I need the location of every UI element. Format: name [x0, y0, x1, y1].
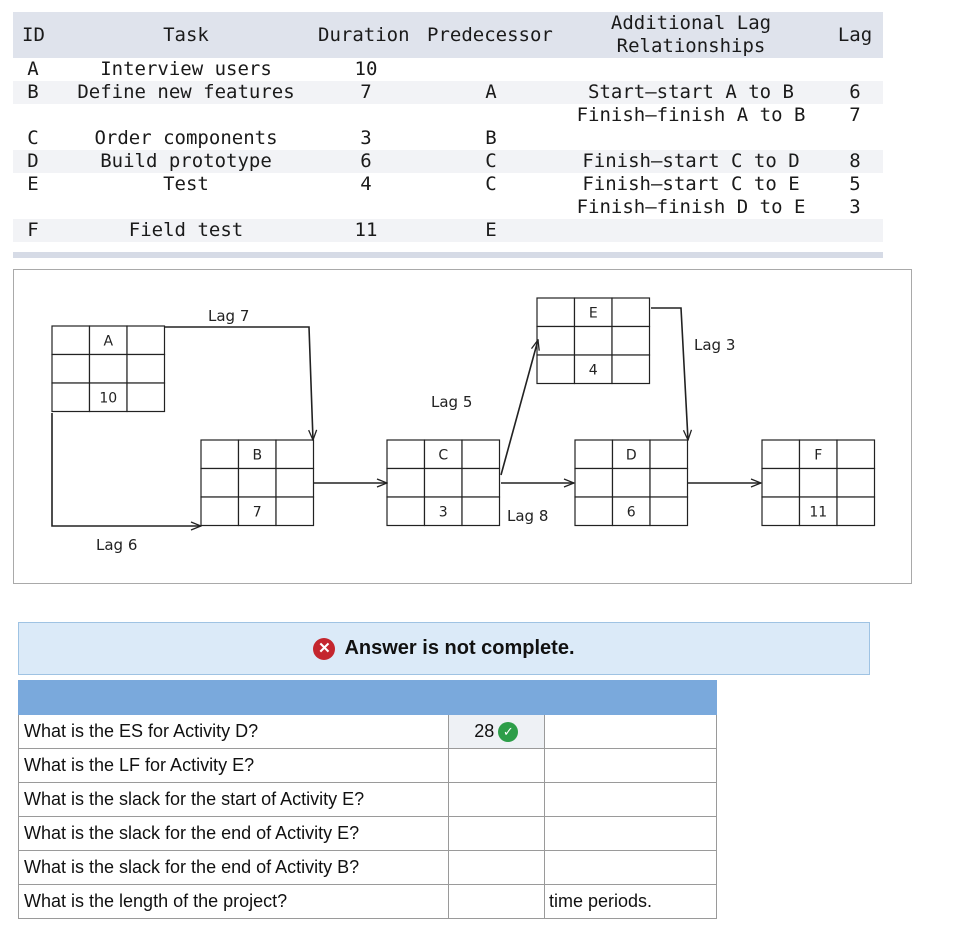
node-cell [612, 355, 650, 384]
answer-input[interactable] [448, 783, 544, 817]
node-cell [201, 497, 239, 526]
node-cell [127, 355, 165, 384]
cell-id: F [27, 219, 39, 241]
node-cell [837, 469, 875, 498]
node-cell [762, 497, 800, 526]
feedback-message: Answer is not complete. [344, 637, 575, 659]
question-text: What is the slack for the start of Activity E? [19, 783, 449, 817]
cell-predecessor: C [485, 150, 497, 172]
cell-task: Define new features [77, 81, 295, 103]
cell-duration: 6 [360, 150, 372, 172]
question-text: What is the ES for Activity D? [19, 715, 449, 749]
header-predecessor: Predecessor [427, 24, 553, 46]
node-cell [575, 327, 613, 356]
unit-cell: time periods. [544, 885, 716, 919]
header-lag: Lag [837, 24, 873, 46]
table-bottom-rule [13, 252, 883, 258]
node-id-label: E [588, 305, 598, 322]
node-id-label: D [625, 447, 637, 464]
answer-input[interactable] [448, 885, 544, 919]
node-cell [837, 497, 875, 526]
node-cell [650, 469, 688, 498]
node-cell [650, 440, 688, 469]
node-cell [575, 440, 613, 469]
cell-lag: 5 [849, 173, 861, 195]
question-text: What is the slack for the end of Activity B? [19, 851, 449, 885]
cell-relationship: Finish–finish A to B [576, 104, 806, 126]
node-cell [575, 497, 613, 526]
question-row [19, 817, 717, 851]
answer-input[interactable] [448, 851, 544, 885]
node-duration-label: 10 [99, 390, 118, 407]
question-row [19, 715, 717, 749]
arrow-a-to-b-lag6 [52, 413, 201, 526]
cell-id: C [27, 127, 39, 149]
node-cell [762, 469, 800, 498]
question-row [19, 885, 717, 919]
cell-task: Field test [128, 219, 244, 241]
node-cell [612, 298, 650, 327]
node-cell [462, 440, 500, 469]
cell-lag: 7 [849, 104, 861, 126]
question-text: What is the slack for the end of Activity E? [19, 817, 449, 851]
node-cell [462, 497, 500, 526]
node-cell [387, 497, 425, 526]
arrow-a-to-b-lag7 [165, 327, 313, 440]
node-duration-label: 3 [438, 504, 448, 521]
header-lag-relationships: Additional Lag [610, 12, 772, 34]
answer-input[interactable] [448, 749, 544, 783]
node-cell [650, 497, 688, 526]
lag-label: Lag 7 [208, 307, 250, 325]
node-duration-label: 4 [588, 362, 598, 379]
node-cell [425, 469, 463, 498]
node-cell [387, 440, 425, 469]
activity-node-d [575, 440, 688, 526]
node-cell [537, 355, 575, 384]
node-cell [800, 469, 838, 498]
cell-duration: 10 [354, 58, 378, 80]
cell-duration: 3 [360, 127, 372, 149]
node-duration-label: 7 [252, 504, 262, 521]
cell-duration: 7 [360, 81, 372, 103]
node-cell [575, 469, 613, 498]
unit-cell [544, 851, 716, 885]
activity-node-c [387, 440, 500, 526]
header-task: Task [163, 24, 209, 46]
cell-id: D [27, 150, 39, 172]
question-text: What is the LF for Activity E? [19, 749, 449, 783]
cell-predecessor: A [485, 81, 497, 103]
cell-lag: 3 [849, 196, 861, 218]
node-cell [52, 383, 90, 412]
arrow-e-to-d-lag3 [651, 308, 688, 440]
node-duration-label: 6 [626, 504, 636, 521]
cell-predecessor: B [485, 127, 497, 149]
node-cell [52, 326, 90, 355]
check-icon: ✓ [498, 722, 518, 742]
cell-id: B [27, 81, 39, 103]
node-cell [90, 355, 128, 384]
question-table-header [19, 681, 717, 715]
cell-relationship: Finish–start C to E [582, 173, 800, 195]
node-id-label: F [814, 447, 823, 464]
question-row [19, 749, 717, 783]
cell-relationship: Finish–start C to D [582, 150, 800, 172]
cell-relationship: Finish–finish D to E [576, 196, 806, 218]
cell-predecessor: E [485, 219, 497, 241]
question-row [19, 783, 717, 817]
answer-cell[interactable] [448, 715, 544, 749]
cell-duration: 4 [360, 173, 372, 195]
node-id-label: C [438, 447, 449, 464]
network-diagram-svg [14, 270, 911, 583]
lag-label: Lag 8 [507, 507, 549, 525]
cell-lag: 6 [849, 81, 861, 103]
node-layer [52, 298, 875, 526]
error-icon: ✕ [313, 638, 335, 660]
node-cell [127, 383, 165, 412]
node-cell [837, 440, 875, 469]
node-id-label: A [103, 333, 114, 350]
question-table [18, 680, 717, 919]
header-duration: Duration [318, 24, 410, 46]
header-lag-relationships-2: Relationships [616, 35, 766, 57]
unit-cell [544, 715, 716, 749]
cell-predecessor: C [485, 173, 497, 195]
activity-node-a [52, 326, 165, 412]
lag-label: Lag 6 [96, 536, 138, 554]
answer-input[interactable] [448, 817, 544, 851]
unit-cell [544, 749, 716, 783]
cell-id: A [27, 58, 39, 80]
network-diagram [13, 269, 912, 584]
question-text: What is the length of the project? [19, 885, 449, 919]
unit-cell [544, 817, 716, 851]
feedback-banner [18, 622, 870, 675]
node-cell [52, 355, 90, 384]
node-id-label: B [252, 447, 263, 464]
node-cell [276, 469, 314, 498]
node-cell [201, 469, 239, 498]
activity-node-b [201, 440, 314, 526]
node-cell [537, 298, 575, 327]
cell-task: Interview users [100, 58, 272, 80]
cell-task: Test [163, 173, 209, 195]
node-cell [462, 469, 500, 498]
node-cell [201, 440, 239, 469]
arrow-c-to-e [501, 340, 538, 475]
node-cell [239, 469, 277, 498]
node-cell [127, 326, 165, 355]
node-cell [612, 327, 650, 356]
lag-label: Lag 3 [694, 336, 736, 354]
node-cell [613, 469, 651, 498]
question-row [19, 851, 717, 885]
header-id: ID [22, 24, 45, 46]
cell-lag: 8 [849, 150, 861, 172]
node-cell [387, 469, 425, 498]
node-cell [276, 440, 314, 469]
unit-cell [544, 783, 716, 817]
activity-node-e [537, 298, 650, 384]
cell-relationship: Start–start A to B [588, 81, 794, 103]
answer-value: 28 [474, 720, 495, 741]
cell-task: Build prototype [100, 150, 272, 172]
node-cell [537, 327, 575, 356]
node-cell [276, 497, 314, 526]
node-duration-label: 11 [809, 504, 828, 521]
lag-label: Lag 5 [431, 393, 473, 411]
activity-node-f [762, 440, 875, 526]
node-cell [762, 440, 800, 469]
cell-task: Order components [94, 127, 278, 149]
cell-id: E [27, 173, 39, 195]
cell-duration: 11 [354, 219, 378, 241]
